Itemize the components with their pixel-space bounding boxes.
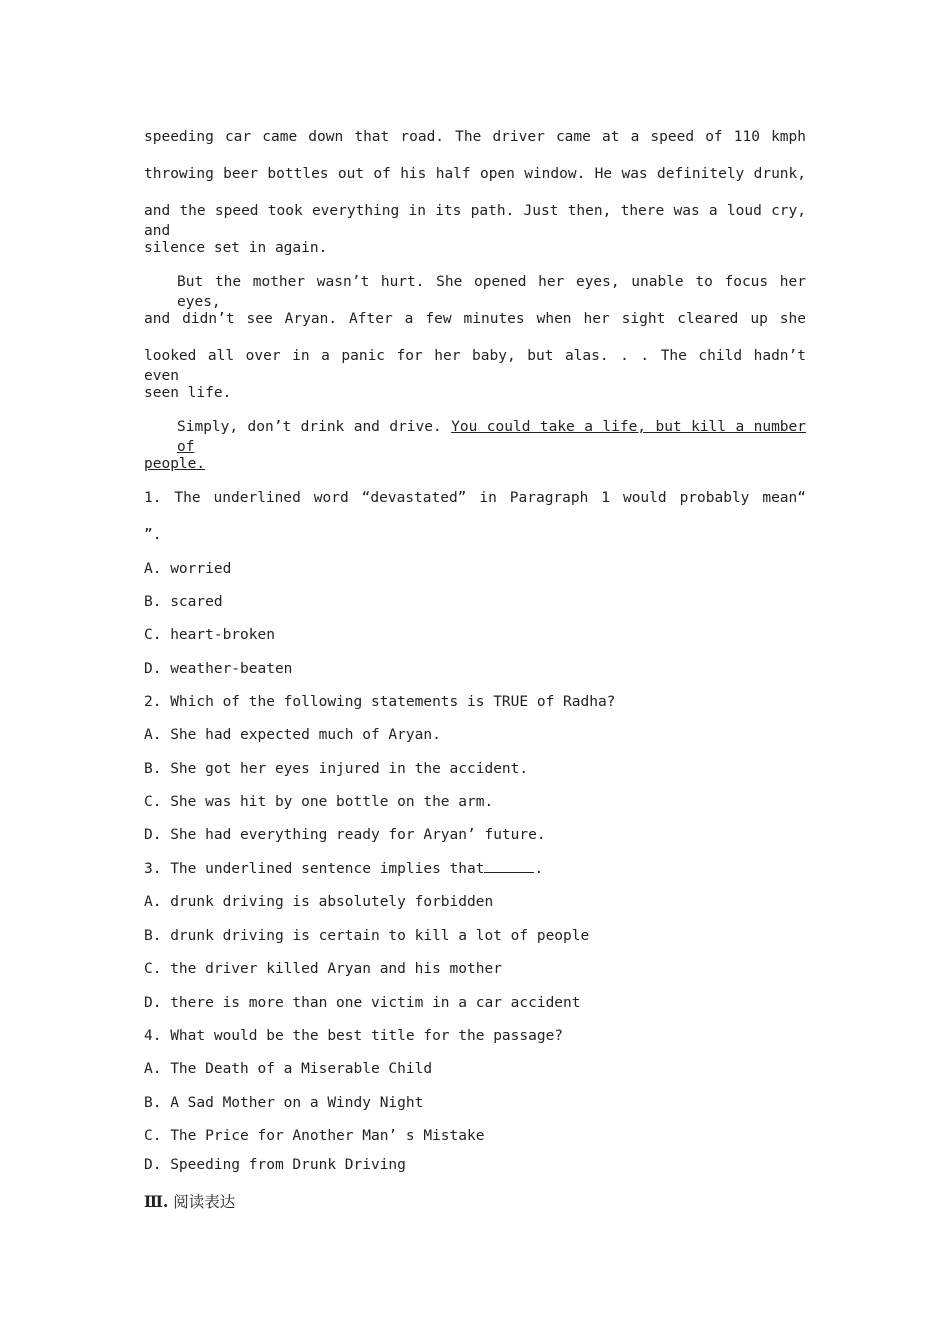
section-heading [144, 1192, 806, 1212]
option: C. She was hit by one bottle on the arm. [144, 794, 494, 810]
section-title: 阅读表达 [173, 1193, 236, 1211]
question-stem: 2. Which of the following statements is TRUE of Radha? [144, 694, 616, 710]
passage-line: seen life. [144, 385, 232, 401]
question-stem: 4. What would be the best title for the passage? [144, 1028, 564, 1044]
passage-line: throwing beer bottles out of his half open window. He was definitely drunk, [144, 166, 806, 182]
passage-line: and didn’t see Aryan. After a few minutes when her sight cleared up she [144, 311, 806, 327]
answer-blank [484, 859, 534, 873]
option: D. Speeding from Drunk Driving [144, 1157, 406, 1173]
passage-line: But the mother wasn’t hurt. She opened her eyes, unable to focus her eyes, [177, 274, 806, 310]
passage-line: looked all over in a panic for her baby, but alas. . . The child hadn’t even [144, 348, 806, 384]
option: C. heart-broken [144, 627, 275, 643]
option: D. She had everything ready for Aryan’ future. [144, 827, 546, 843]
question-stem: ”. [144, 527, 162, 543]
question-stem [144, 859, 806, 879]
option: C. the driver killed Aryan and his mother [144, 961, 502, 977]
underlined-sentence: You could take a life, but kill a number of [177, 419, 806, 455]
option: D. there is more than one victim in a car accident [144, 995, 581, 1011]
passage-line [144, 454, 806, 474]
question-text: . [534, 861, 544, 877]
underlined-sentence: people. [144, 456, 206, 472]
option: A. drunk driving is absolutely forbidden [144, 894, 494, 910]
option: D. weather-beaten [144, 661, 293, 677]
option: B. scared [144, 594, 223, 610]
passage-line: and the speed took everything in its path. Just then, there was a loud cry, and [144, 203, 806, 239]
section-numeral: Ⅲ. [144, 1192, 169, 1211]
passage-text: Simply, don’t drink and drive. [177, 419, 452, 435]
option: C. The Price for Another Man’ s Mistake [144, 1128, 485, 1144]
option: A. worried [144, 561, 232, 577]
option: B. She got her eyes injured in the accident. [144, 761, 529, 777]
option: B. A Sad Mother on a Windy Night [144, 1095, 424, 1111]
passage-line [144, 417, 806, 457]
question-text: 3. The underlined sentence implies that [144, 861, 485, 877]
option: A. She had expected much of Aryan. [144, 727, 441, 743]
passage-line: speeding car came down that road. The driver came at a speed of 110 kmph [144, 129, 806, 145]
passage-line: silence set in again. [144, 240, 328, 256]
option: B. drunk driving is certain to kill a lot of people [144, 928, 590, 944]
question-stem: 1. The underlined word “devastated” in Paragraph 1 would probably mean“ [144, 490, 806, 506]
option: A. The Death of a Miserable Child [144, 1061, 433, 1077]
